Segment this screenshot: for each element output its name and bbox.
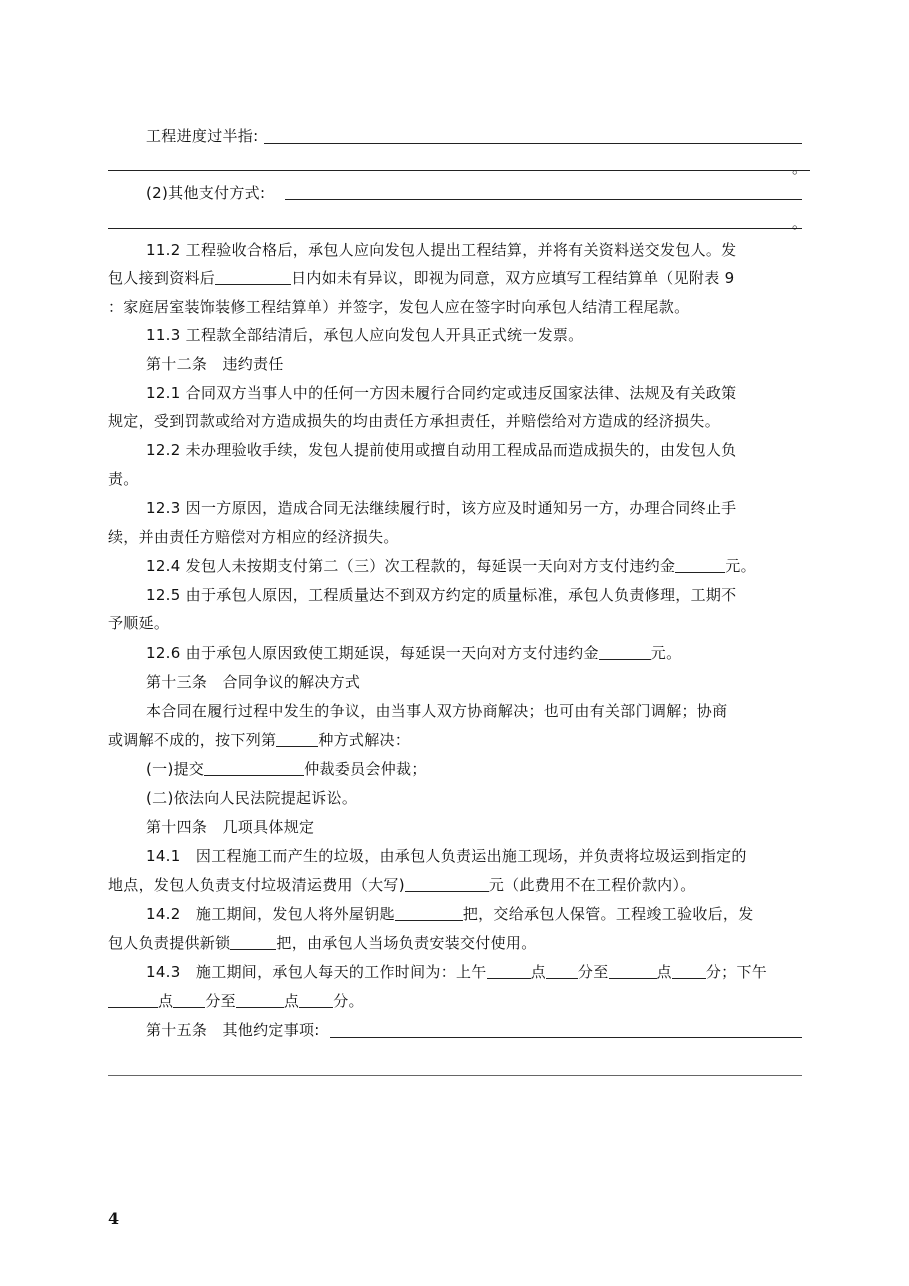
method-number-blank [276, 731, 318, 747]
dispute-line2: 或调解不成的，按下列第 种方式解决： [108, 731, 411, 749]
clause-12-1-line2: 规定，受到罚款或给对方造成损失的均由责任方承担责任，并赔偿给对方造成的经济损失。 [108, 412, 721, 430]
article-14-heading: 第十四条 几项具体规定 [146, 818, 315, 836]
clause-14-2-line1: 14.2 施工期间，发包人将外屋钥匙 把，交给承包人保管。工程竣工验收后，发 [146, 905, 754, 923]
clause-12-2-line1: 12.2 未办理验收手续，发包人提前使用或擅自动用工程成品而造成损失的，由发包人负 [146, 441, 737, 459]
page-number: 4 [108, 1209, 120, 1228]
pm-start-hour-blank [108, 992, 158, 1008]
other-terms-blank-line2 [108, 1075, 802, 1076]
progress-half-blank-line2 [108, 170, 810, 171]
period: 。 [792, 159, 808, 177]
pm-end-minute-blank [299, 992, 333, 1008]
clause-11-2-line3: ：家庭居室装饰装修工程结算单）并签字，发包人应在签字时向承包人结清工程尾款。 [108, 298, 690, 316]
other-payment-label: (2)其他支付方式: [146, 184, 266, 202]
clause-12-2-line2: 责。 [108, 470, 139, 488]
other-payment-blank [285, 199, 802, 200]
clause-11-2-line1: 11.2 工程验收合格后，承包人应向发包人提出工程结算，并将有关资料送交发包人。发 [146, 241, 737, 259]
clause-14-1-line1: 14.1 因工程施工而产生的垃圾，由承包人负责运出施工现场，并负责将垃圾运到指定的 [146, 847, 747, 865]
garbage-fee-blank [405, 876, 489, 892]
clause-14-2-line2: 包人负责提供新锁 把，由承包人当场负责安装交付使用。 [108, 934, 537, 952]
clause-12-3-line1: 12.3 因一方原因，造成合同无法继续履行时，该方应及时通知另一方，办理合同终止手 [146, 499, 737, 517]
progress-half-label: 工程进度过半指: [146, 127, 259, 145]
other-payment-blank-line2 [108, 228, 802, 229]
period: 。 [792, 214, 808, 232]
days-blank [215, 269, 291, 285]
article-13-heading: 第十三条 合同争议的解决方式 [146, 673, 361, 691]
clause-14-1-line2: 地点，发包人负责支付垃圾清运费用（大写) 元（此费用不在工程价款内）。 [108, 876, 696, 894]
penalty-blank [675, 557, 725, 573]
am-start-minute-blank [546, 963, 578, 979]
dispute-option-1: (一)提交 仲裁委员会仲裁； [146, 760, 427, 778]
clause-12-4: 12.4 发包人未按期支付第二（三）次工程款的，每延误一天向对方支付违约金 元。 [146, 557, 756, 575]
clause-12-3-line2: 续，并由责任方赔偿对方相应的经济损失。 [108, 528, 399, 546]
arbitration-committee-blank [204, 760, 304, 776]
clause-14-3-line1: 14.3 施工期间，承包人每天的工作时间为：上午 点 分至 点 分；下午 [146, 963, 768, 981]
other-terms-blank [330, 1037, 802, 1038]
clause-12-6: 12.6 由于承包人原因致使工期延误，每延误一天向对方支付违约金 元。 [146, 644, 682, 662]
keys-count-blank [395, 905, 463, 921]
new-locks-blank [230, 934, 276, 950]
clause-11-2-line2: 包人接到资料后 日内如未有异议，即视为同意，双方应填写工程结算单（见附表 9 [108, 269, 735, 287]
clause-12-1-line1: 12.1 合同双方当事人中的任何一方因未履行合同约定或违反国家法律、法规及有关政策 [146, 384, 737, 402]
dispute-option-2: (二)依法向人民法院提起诉讼。 [146, 789, 358, 807]
pm-end-hour-blank [236, 992, 284, 1008]
article-15-heading: 第十五条 其他约定事项: [146, 1021, 320, 1039]
progress-half-blank [264, 143, 802, 144]
clause-12-5-line1: 12.5 由于承包人原因，工程质量达不到双方约定的质量标准，承包人负责修理，工期不 [146, 586, 737, 604]
am-start-hour-blank [487, 963, 531, 979]
clause-14-3-line2: 点 分至 点 分。 [108, 991, 364, 1011]
am-end-minute-blank [672, 963, 706, 979]
am-end-hour-blank [609, 963, 657, 979]
delay-penalty-blank [599, 644, 651, 660]
clause-12-5-line2: 予顺延。 [108, 614, 170, 632]
article-12-heading: 第十二条 违约责任 [146, 355, 284, 373]
pm-start-minute-blank [173, 992, 205, 1008]
clause-11-3: 11.3 工程款全部结清后，承包人应向发包人开具正式统一发票。 [146, 326, 584, 344]
dispute-line1: 本合同在履行过程中发生的争议，由当事人双方协商解决；也可由有关部门调解；协商 [146, 702, 728, 720]
